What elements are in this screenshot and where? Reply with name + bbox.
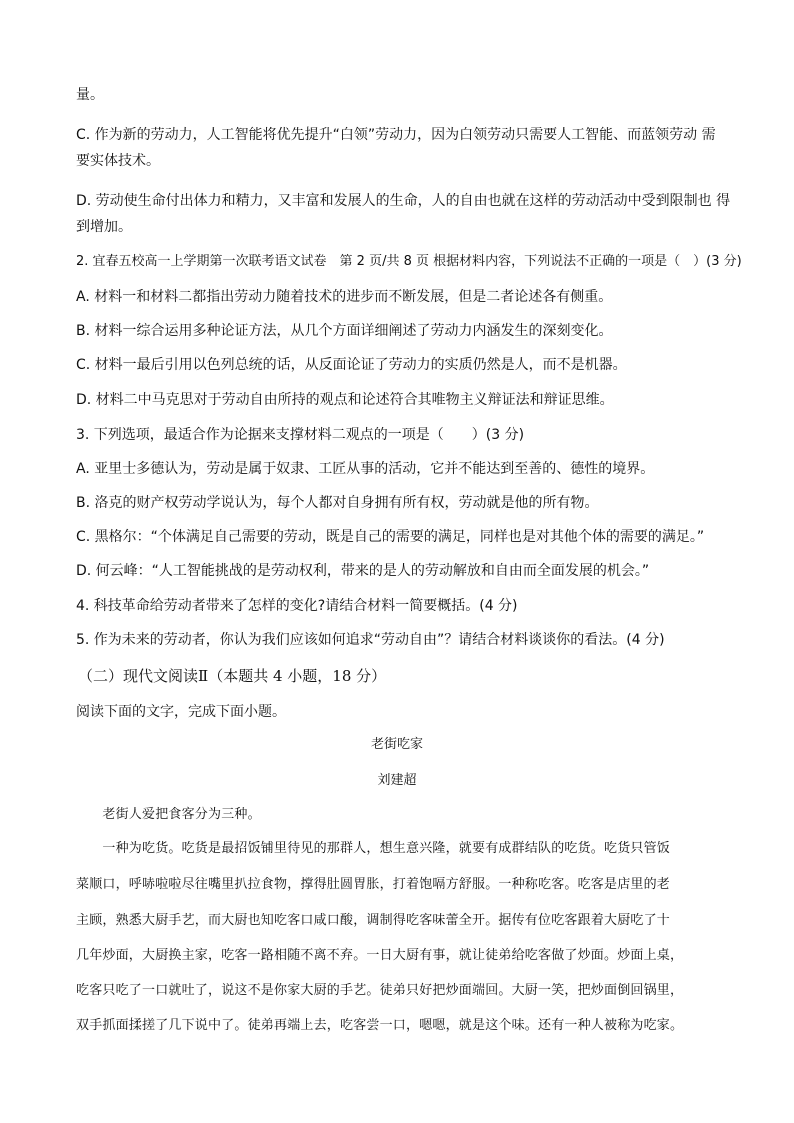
option-c-line: C. 作为新的劳动力，人工智能将优先提升“白领”劳动力，因为白领劳动只需要人工智能、而蓝领劳动 需 <box>76 127 716 143</box>
question-2-option-c: C. 材料一最后引用以色列总统的话，从反面论证了劳动力的实质仍然是人，而不是机器。 <box>76 357 627 373</box>
story-line-1: 一种为吃货。吃货是最招饭铺里待见的那群人，想生意兴隆，就要有成群结队的吃货。吃货只管饭 <box>76 841 671 856</box>
story-line-4: 几年炒面，大厨换主家，吃客一路相随不离不弃。一日大厨有事，就让徒弟给吃客做了炒面。炒面上桌， <box>76 948 684 963</box>
question-5: 5. 作为未来的劳动者，你认为我们应该如何追求“劳动自由”？请结合材料谈谈你的看法。(4 分) <box>76 632 665 648</box>
question-3-option-d: D. 何云峰：“人工智能挑战的是劳动权利，带来的是人的劳动解放和自由而全面发展的机会。” <box>76 563 650 579</box>
option-c-line-continued: 要实体技术。 <box>76 153 160 169</box>
story-paragraph-1: 老街人爱把食客分为三种。 <box>76 807 261 822</box>
question-3-option-c: C. 黑格尔：“个体满足自己需要的劳动，既是自己的需要的满足，同样也是对其他个体的需要的满足。” <box>76 529 705 545</box>
story-line-3: 主顾，熟悉大厨手艺，而大厨也知吃客口咸口酸，调制得吃客味蕾全开。据传有位吃客跟着大厨吃了十 <box>76 913 671 928</box>
story-line-2: 菜顺口，呼哧啦啦尽往嘴里扒拉食物，撑得肚圆胃胀，打着饱嗝方舒服。一种称吃客。吃客是店里的老 <box>76 877 671 892</box>
section-heading: （二）现代文阅读Ⅱ（本题共 4 小题，18 分） <box>78 667 387 685</box>
question-3-option-a: A. 亚里士多德认为，劳动是属于奴隶、工匠从事的活动，它并不能达到至善的、德性的境界。 <box>76 461 655 477</box>
question-3: 3. 下列选项，最适合作为论据来支撑材料二观点的一项是（ ）(3 分) <box>76 427 525 443</box>
question-4: 4. 科技革命给劳动者带来了怎样的变化?请结合材料一简要概括。(4 分) <box>76 598 518 614</box>
paragraph-line: 量。 <box>76 87 104 103</box>
story-line-5: 吃客只吃了一口就吐了，说这不是你家大厨的手艺。徒弟只好把炒面端回。大厨一笑，把炒面倒回锅里， <box>76 983 684 998</box>
question-2: 2. 宜春五校高一上学期第一次联考语文试卷 第 2 页/共 8 页 根据材料内容，下列说法不正确的一项是（ ）(3 分) <box>76 254 742 269</box>
question-2-option-a: A. 材料一和材料二都指出劳动力随着技术的进步而不断发展，但是二者论述各有侧重。 <box>76 289 613 305</box>
question-3-option-b: B. 洛克的财产权劳动学说认为，每个人都对自身拥有所有权，劳动就是他的所有物。 <box>76 495 599 511</box>
story-author: 刘建超 <box>377 773 417 788</box>
question-2-option-b: B. 材料一综合运用多种论证方法，从几个方面详细阐述了劳动力内涵发生的深刻变化。 <box>76 323 613 339</box>
option-d-line-continued: 到增加。 <box>76 219 132 235</box>
story-line-6: 双手抓面揉搓了几下说中了。徒弟再端上去，吃客尝一口，嗯嗯，就是这个味。还有一种人被称为吃家。 <box>76 1018 684 1033</box>
reading-instruction: 阅读下面的文字，完成下面小题。 <box>76 704 286 720</box>
option-d-line: D. 劳动使生命付出体力和精力，又丰富和发展人的生命，人的自由也就在这样的劳动活动中受到限制也 得 <box>76 193 731 209</box>
question-2-option-d: D. 材料二中马克思对于劳动自由所持的观点和论述符合其唯物主义辩证法和辩证思维。 <box>76 392 614 408</box>
story-title: 老街吃家 <box>370 737 423 752</box>
